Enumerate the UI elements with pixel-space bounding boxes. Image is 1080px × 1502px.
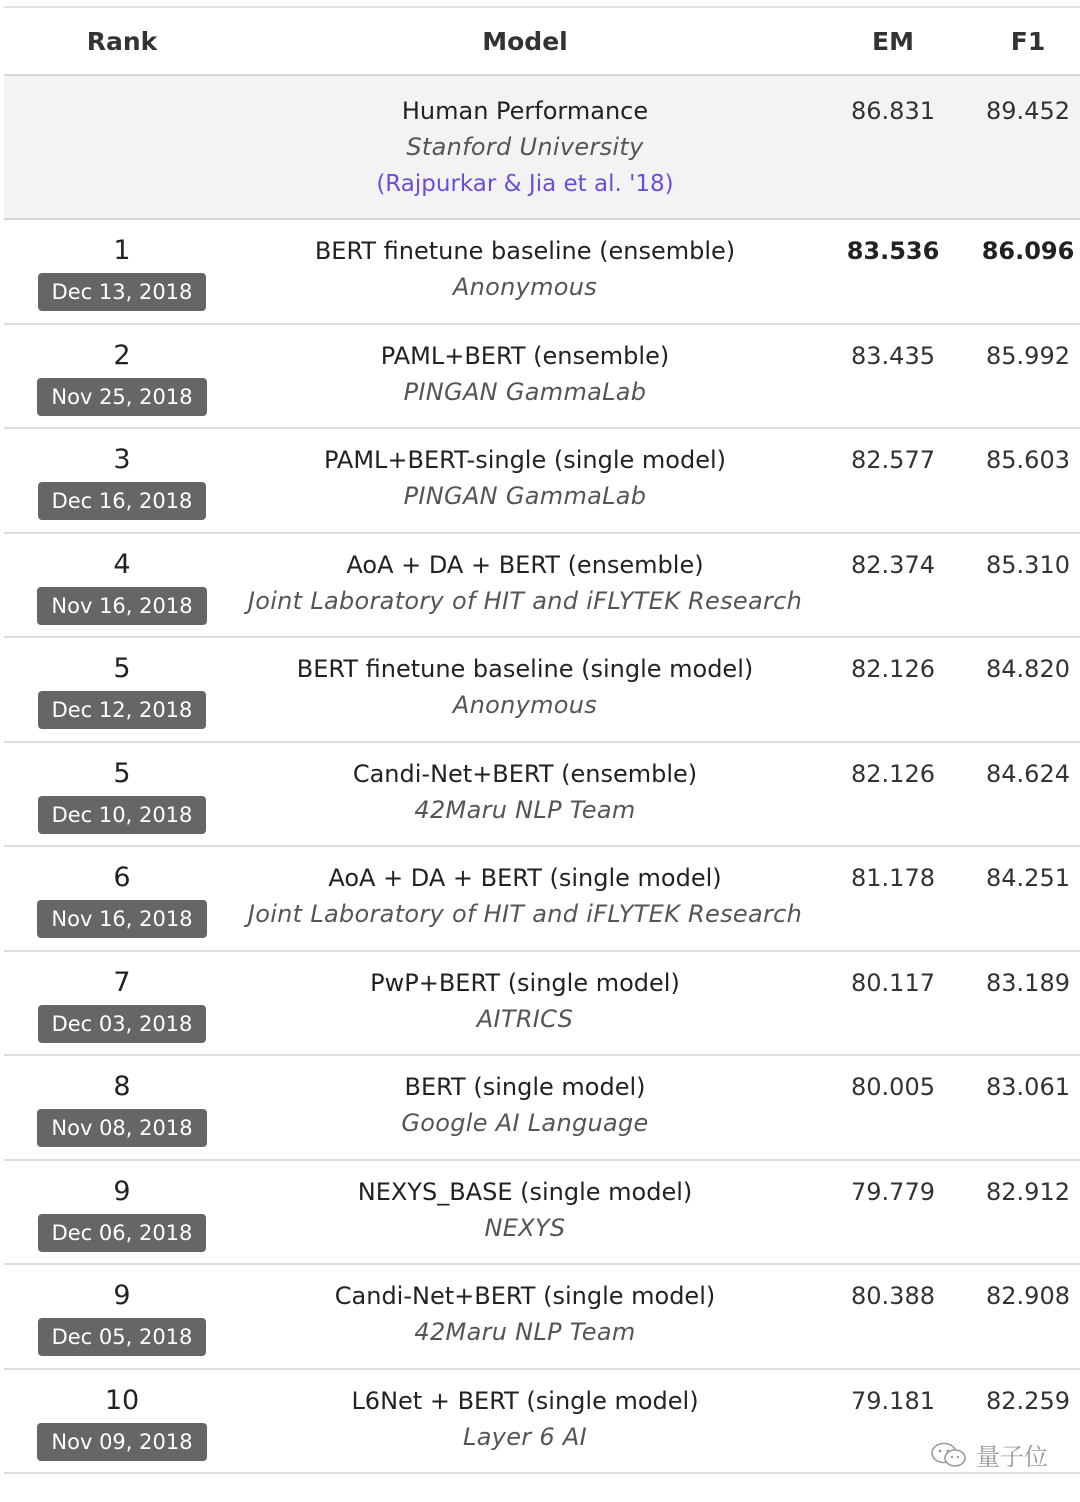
rank-number: 1 bbox=[113, 235, 131, 266]
model-name: PAML+BERT (ensemble) bbox=[380, 341, 670, 370]
model-cell bbox=[240, 429, 810, 515]
f1-score: 84.820 bbox=[986, 655, 1070, 683]
rank-number: 5 bbox=[113, 653, 131, 684]
em-score: 82.374 bbox=[851, 550, 935, 579]
em-score: 80.117 bbox=[851, 968, 935, 997]
em-score: 83.536 bbox=[846, 237, 940, 265]
date-badge: Dec 03, 2018 bbox=[38, 1005, 207, 1043]
rank-number: 5 bbox=[113, 757, 131, 789]
f1-score: 84.251 bbox=[986, 864, 1070, 892]
table-row bbox=[4, 220, 1080, 325]
human-org: Stanford University bbox=[406, 133, 644, 161]
model-cell bbox=[240, 534, 810, 620]
rank-cell bbox=[4, 1265, 240, 1356]
rank-number: 10 bbox=[104, 1384, 140, 1416]
rank-number: 9 bbox=[113, 1280, 131, 1311]
model-cell bbox=[240, 638, 810, 724]
table-row bbox=[4, 952, 1080, 1057]
model-cell bbox=[240, 1265, 810, 1351]
f1-score: 83.189 bbox=[986, 968, 1070, 997]
model-organization: PINGAN GammaLab bbox=[403, 377, 647, 406]
model-organization: Layer 6 AI bbox=[463, 1422, 587, 1451]
table-row bbox=[4, 1265, 1080, 1370]
f1-score: 83.061 bbox=[986, 1073, 1070, 1101]
date-badge: Nov 08, 2018 bbox=[37, 1109, 206, 1147]
model-cell bbox=[240, 220, 810, 306]
model-cell bbox=[240, 952, 810, 1038]
rank-cell bbox=[4, 429, 240, 520]
model-name: BERT finetune baseline (single model) bbox=[296, 655, 754, 683]
rank-number: 3 bbox=[113, 444, 131, 475]
rank-cell bbox=[4, 1161, 240, 1252]
model-organization: NEXYS bbox=[484, 1213, 566, 1242]
rank-cell bbox=[4, 638, 240, 729]
rank-number: 8 bbox=[113, 1071, 131, 1102]
model-name: Candi-Net+BERT (ensemble) bbox=[352, 759, 698, 788]
human-model-name: Human Performance bbox=[401, 97, 649, 125]
rank-number: 2 bbox=[113, 339, 131, 371]
f1-score: 85.310 bbox=[986, 550, 1070, 579]
model-organization: 42Maru NLP Team bbox=[414, 795, 636, 824]
em-score: 82.126 bbox=[851, 655, 935, 683]
watermark-text: 量子位 bbox=[976, 1443, 1048, 1471]
rank-cell bbox=[4, 847, 240, 938]
rank-number: 4 bbox=[113, 548, 131, 580]
model-organization: PINGAN GammaLab bbox=[403, 482, 647, 510]
table-row bbox=[4, 325, 1080, 430]
date-badge: Dec 05, 2018 bbox=[38, 1318, 207, 1356]
rank-number: 9 bbox=[113, 1175, 131, 1207]
table-row bbox=[4, 429, 1080, 534]
table-row bbox=[4, 1161, 1080, 1266]
model-cell bbox=[240, 743, 810, 829]
em-score: 79.181 bbox=[851, 1386, 935, 1415]
rank-cell bbox=[4, 1370, 240, 1461]
model-name: NEXYS_BASE (single model) bbox=[357, 1177, 693, 1206]
em-score: 82.577 bbox=[851, 446, 935, 474]
model-cell bbox=[240, 847, 810, 933]
model-organization: 42Maru NLP Team bbox=[414, 1318, 636, 1346]
date-badge: Dec 10, 2018 bbox=[38, 796, 207, 834]
rank-cell bbox=[4, 1056, 240, 1147]
model-organization: Anonymous bbox=[452, 273, 598, 301]
rank-cell bbox=[4, 325, 240, 416]
f1-score: 82.908 bbox=[986, 1282, 1070, 1310]
model-name: L6Net + BERT (single model) bbox=[351, 1386, 699, 1415]
wechat-icon bbox=[930, 1442, 968, 1468]
table-body bbox=[4, 220, 1080, 1474]
model-name: PAML+BERT-single (single model) bbox=[323, 446, 727, 474]
em-score: 81.178 bbox=[851, 864, 935, 892]
em-score: 83.435 bbox=[851, 341, 935, 370]
rank-number: 6 bbox=[113, 862, 131, 893]
table-row bbox=[4, 534, 1080, 639]
leaderboard-table bbox=[4, 6, 1080, 1474]
f1-score: 86.096 bbox=[981, 237, 1075, 265]
rank-number: 7 bbox=[113, 966, 131, 998]
model-name: BERT (single model) bbox=[404, 1073, 646, 1101]
model-cell bbox=[240, 1161, 810, 1247]
em-score: 79.779 bbox=[851, 1177, 935, 1206]
human-performance-row bbox=[4, 76, 1080, 220]
model-organization: Joint Laboratory of HIT and iFLYTEK Research bbox=[247, 586, 803, 615]
model-name: BERT finetune baseline (ensemble) bbox=[314, 237, 736, 265]
model-organization: Google AI Language bbox=[401, 1109, 649, 1137]
date-badge: Nov 25, 2018 bbox=[37, 378, 206, 416]
human-model-cell bbox=[240, 76, 810, 202]
human-em-score: 86.831 bbox=[851, 97, 935, 125]
model-cell bbox=[240, 1056, 810, 1142]
human-f1-score: 89.452 bbox=[986, 97, 1070, 125]
rank-cell bbox=[4, 952, 240, 1043]
f1-score: 85.992 bbox=[986, 341, 1070, 370]
model-name: AoA + DA + BERT (ensemble) bbox=[346, 550, 704, 579]
em-score: 80.388 bbox=[851, 1282, 935, 1310]
table-row bbox=[4, 638, 1080, 743]
human-reference-link[interactable]: (Rajpurkar & Jia et al. '18) bbox=[376, 171, 674, 197]
table-row bbox=[4, 1370, 1080, 1475]
date-badge: Dec 16, 2018 bbox=[38, 482, 207, 520]
date-badge: Dec 13, 2018 bbox=[38, 273, 207, 311]
date-badge: Dec 12, 2018 bbox=[38, 691, 207, 729]
rank-cell bbox=[4, 743, 240, 834]
rank-cell bbox=[4, 220, 240, 311]
table-row bbox=[4, 847, 1080, 952]
em-column-header: EM bbox=[872, 26, 914, 56]
model-organization: AITRICS bbox=[476, 1004, 574, 1033]
f1-score: 84.624 bbox=[986, 759, 1070, 788]
model-organization: Anonymous bbox=[452, 691, 598, 719]
em-score: 82.126 bbox=[851, 759, 935, 788]
model-column-header: Model bbox=[482, 26, 568, 56]
date-badge: Dec 06, 2018 bbox=[38, 1214, 207, 1252]
date-badge: Nov 16, 2018 bbox=[37, 587, 206, 625]
date-badge: Nov 16, 2018 bbox=[37, 900, 206, 938]
model-cell bbox=[240, 325, 810, 411]
table-row bbox=[4, 1056, 1080, 1161]
model-name: PwP+BERT (single model) bbox=[370, 968, 680, 997]
em-score: 80.005 bbox=[851, 1073, 935, 1101]
table-header bbox=[4, 8, 1080, 76]
f1-score: 85.603 bbox=[986, 446, 1070, 474]
model-name: AoA + DA + BERT (single model) bbox=[328, 864, 722, 892]
model-name: Candi-Net+BERT (single model) bbox=[334, 1282, 716, 1310]
model-organization: Joint Laboratory of HIT and iFLYTEK Research bbox=[247, 900, 803, 928]
date-badge: Nov 09, 2018 bbox=[37, 1423, 206, 1461]
f1-column-header: F1 bbox=[1010, 26, 1046, 56]
f1-score: 82.259 bbox=[986, 1386, 1070, 1415]
watermark bbox=[930, 1437, 1048, 1472]
rank-column-header: Rank bbox=[86, 26, 158, 56]
table-row bbox=[4, 743, 1080, 848]
rank-cell bbox=[4, 534, 240, 625]
f1-score: 82.912 bbox=[986, 1177, 1070, 1206]
model-cell bbox=[240, 1370, 810, 1456]
